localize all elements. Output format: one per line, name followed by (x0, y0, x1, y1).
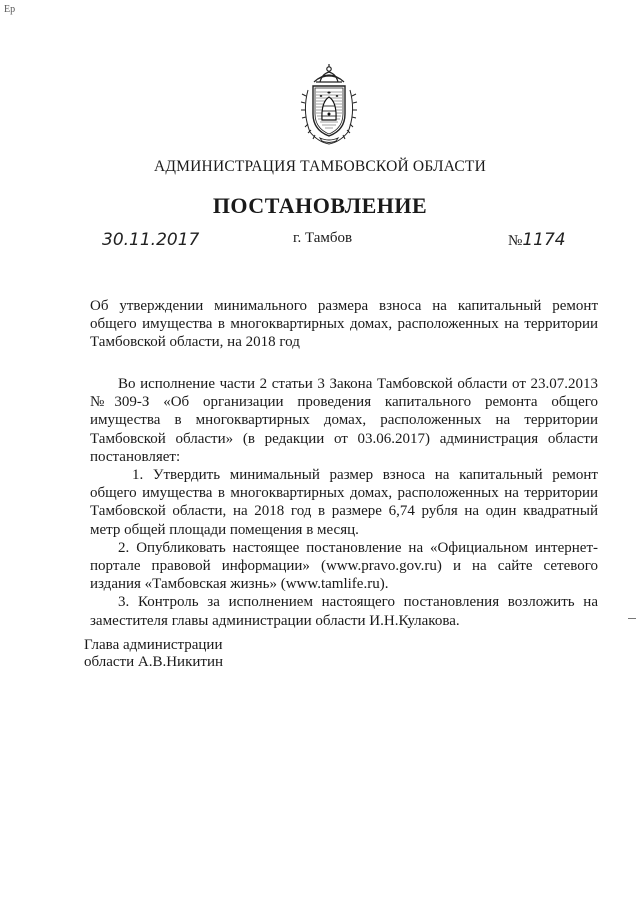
signature-name: области А.В.Никитин (84, 654, 224, 670)
preamble-paragraph: Во исполнение части 2 статьи 3 Закона Тамбовской области от 23.07.2013 №309-З «Об организации проведения капитального ремонта общего имущества в многоквартирных домах, расположенных на территории Тамбовской области» (в редакции от 03.06.2017) администрация области постановляет: (90, 376, 598, 465)
scan-corner-mark: Ер (4, 4, 16, 15)
document-body (90, 375, 598, 630)
clause-3-paragraph: 3. Контроль за исполнением настоящего постановления возложить на заместителя главы администрации области И.Н.Кулакова. (90, 594, 598, 629)
signature-block (84, 637, 223, 671)
signature-title: Глава администрации (84, 637, 223, 653)
clause-2-paragraph: 2. Опубликовать настоящее постановление на «Официальном интернет-портале правовой информации» (www.pravo.gov.ru) и на сайте сетевого издания «Тамбовская жизнь» (www.tamlife.ru). (90, 539, 598, 593)
clause-1-paragraph: 1. Утвердить минимальный размер взноса на капитальный ремонт общего имущества в многоквартирных домах, расположенных на территории Тамбовской области, на 2018 год в размере 6,74 рубля на один квадратный метр общей площади помещения в месяц. (90, 467, 598, 538)
organization-title: АДМИНИСТРАЦИЯ ТАМБОВСКОЙ ОБЛАСТИ (154, 158, 486, 175)
document-date: 30.11.2017 (102, 230, 200, 250)
coat-of-arms-icon (300, 62, 358, 146)
number-value: 1174 (522, 230, 566, 250)
document-subject: Об утверждении минимального размера взноса на капитальный ремонт общего имущества в многоквартирных домах, расположенных на территории Тамбовской области, на 2018 год (90, 298, 598, 350)
document-number (508, 230, 566, 250)
document-city: г. Тамбов (293, 230, 353, 246)
document-type-heading: ПОСТАНОВЛЕНИЕ (212, 193, 428, 218)
number-prefix: № (508, 233, 523, 249)
scan-edge-mark (628, 618, 636, 619)
